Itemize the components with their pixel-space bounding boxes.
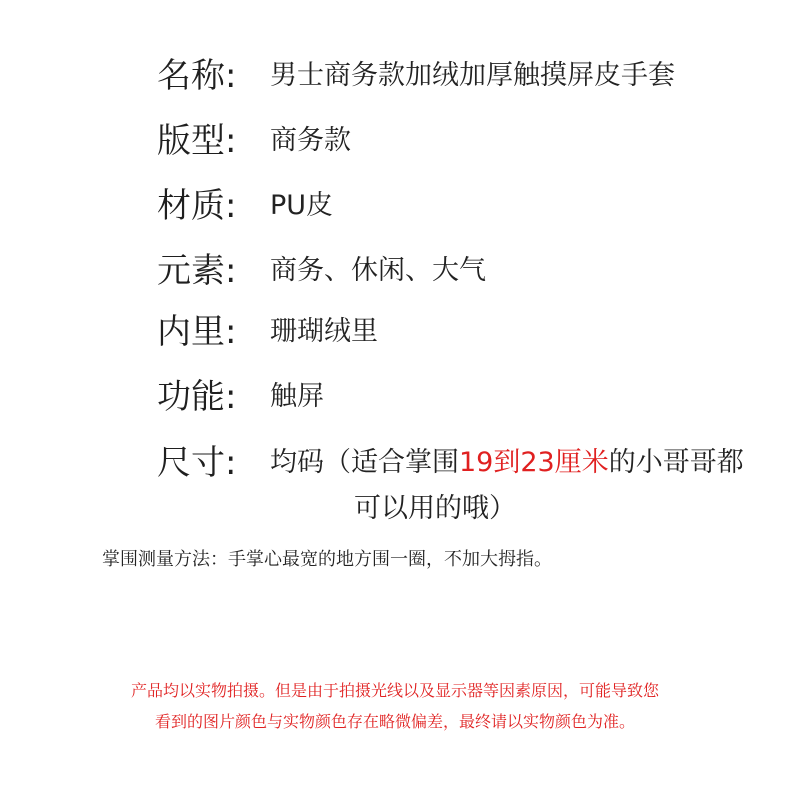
spec-value-function: 触屏 <box>270 381 324 412</box>
spec-value-elements: 商务、休闲、大气 <box>270 255 486 286</box>
spec-value-lining: 珊瑚绒里 <box>270 316 378 347</box>
spec-label-elements: 元素: <box>157 251 237 291</box>
spec-label-lining: 内里: <box>157 312 237 352</box>
spec-label-function: 功能: <box>157 377 237 417</box>
spec-value-material: PU皮 <box>270 190 334 221</box>
spec-value-name: 男士商务款加绒加厚触摸屏皮手套 <box>270 60 675 91</box>
size-prefix: 均码（适合掌围 <box>270 447 459 478</box>
size-range-highlight: 19到23厘米 <box>459 447 609 478</box>
spec-label-name: 名称: <box>157 56 237 96</box>
spec-label-material: 材质: <box>157 186 237 226</box>
spec-value-size <box>270 443 744 483</box>
size-suffix: 的小哥哥都 <box>608 447 744 478</box>
spec-value-style: 商务款 <box>270 125 351 156</box>
spec-label-style: 版型: <box>157 121 237 161</box>
notice-line-2: 看到的图片颜色与实物颜色存在略微偏差，最终请以实物颜色为准。 <box>154 712 635 731</box>
notice-line-1: 产品均以实物拍摄。但是由于拍摄光线以及显示器等因素原因，可能导致您 <box>130 681 659 700</box>
size-continuation: 可以用的哦） <box>354 493 516 524</box>
spec-label-size: 尺寸: <box>157 443 237 483</box>
measure-method: 掌围测量方法：手掌心最宽的地方围一圈，不加大拇指。 <box>102 549 552 570</box>
